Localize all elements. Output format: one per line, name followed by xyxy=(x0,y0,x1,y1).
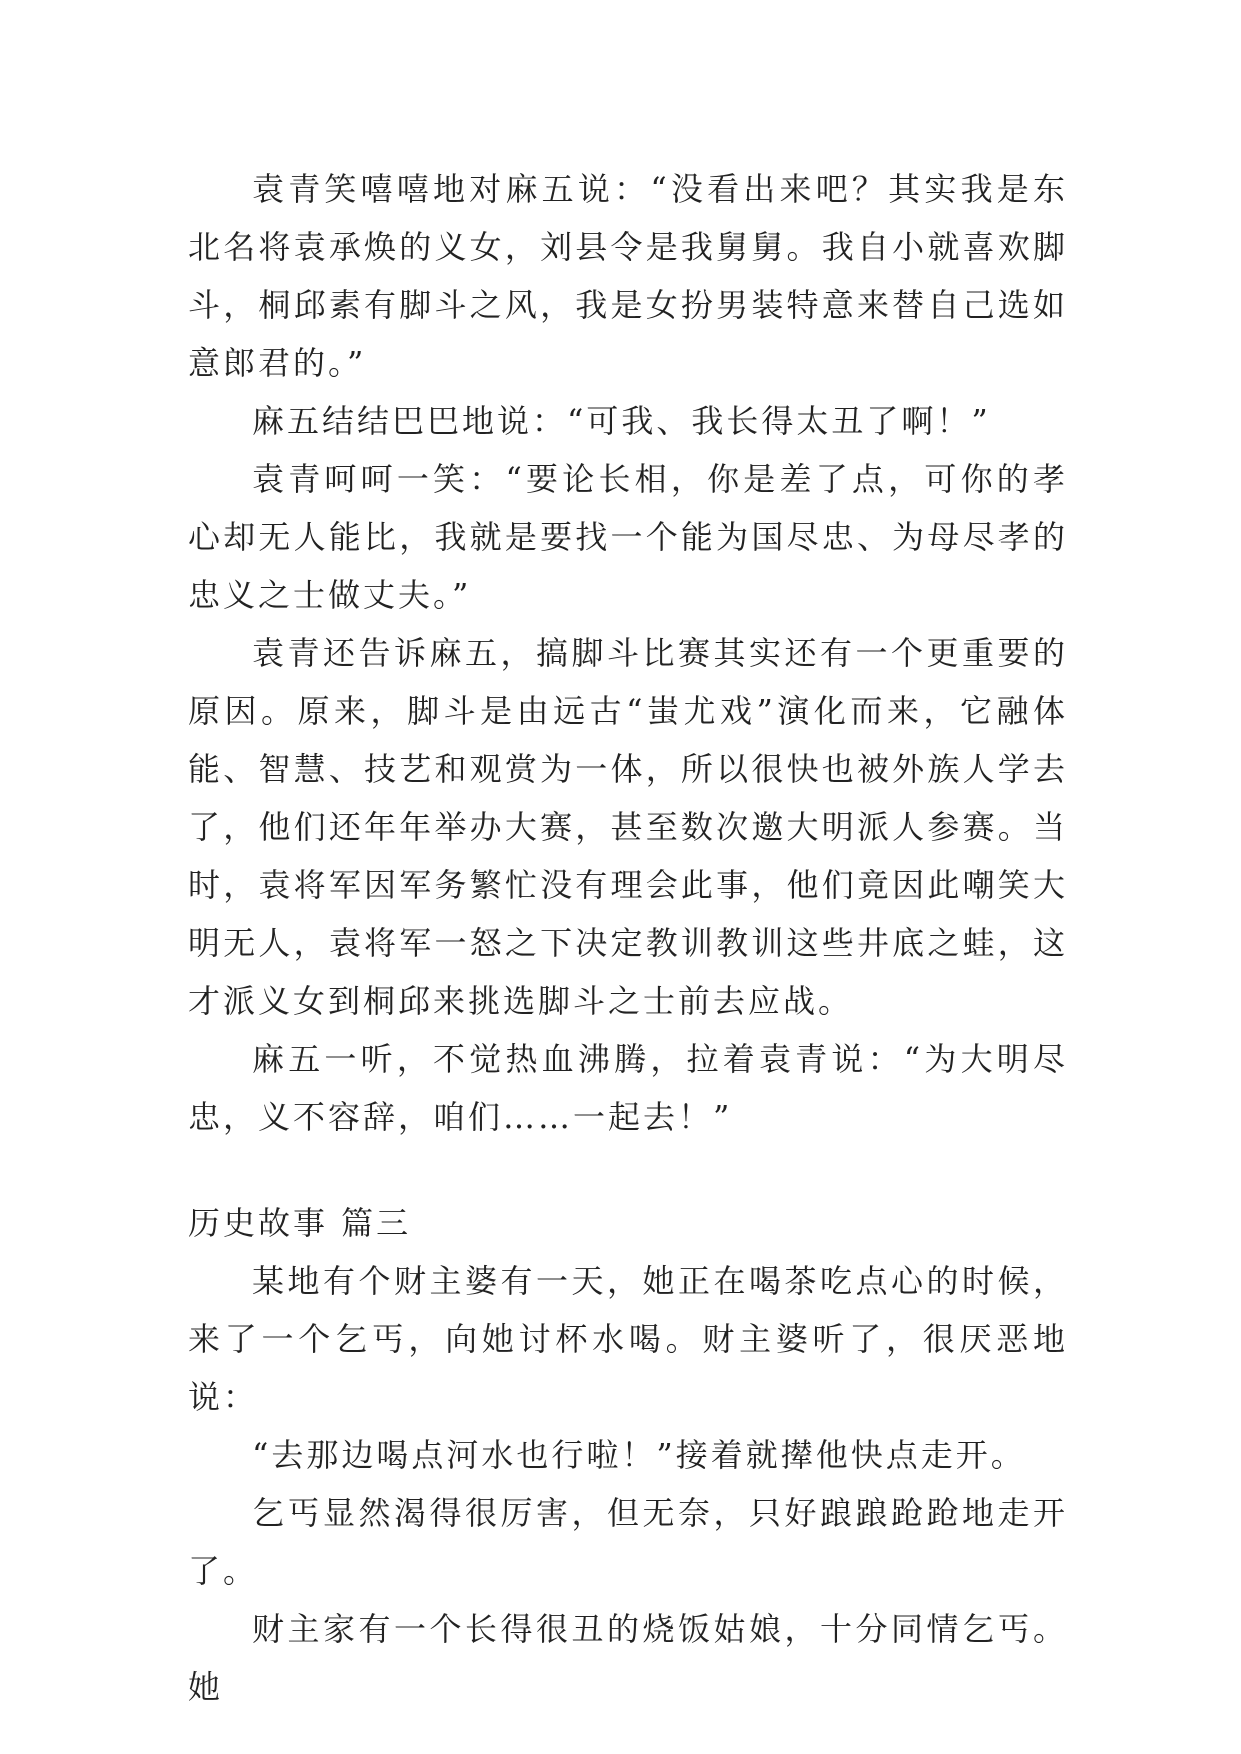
document-body xyxy=(188,160,1068,1716)
paragraph: 麻五一听，不觉热血沸腾，拉着袁青说：“为大明尽忠，义不容辞，咱们……一起去！” xyxy=(188,1040,1068,1136)
paragraph: 某地有个财主婆有一天，她正在喝茶吃点心的时候，来了一个乞丐，向她讨杯水喝。财主婆听了，很厌恶地说： xyxy=(188,1262,1068,1416)
section-heading: 历史故事 篇三 xyxy=(188,1204,412,1242)
paragraph: 袁青呵呵一笑：“要论长相，你是差了点，可你的孝心却无人能比，我就是要找一个能为国尽忠、为母尽孝的忠义之士做丈夫。” xyxy=(188,460,1068,614)
paragraph: 财主家有一个长得很丑的烧饭姑娘，十分同情乞丐。她 xyxy=(188,1610,1068,1706)
paragraph: 麻五结结巴巴地说：“可我、我长得太丑了啊！” xyxy=(252,402,991,440)
paragraph: 袁青笑嘻嘻地对麻五说：“没看出来吧？其实我是东北名将袁承焕的义女，刘县令是我舅舅。我自小就喜欢脚斗，桐邱素有脚斗之风，我是女扮男装特意来替自己选如意郎君的。” xyxy=(188,170,1068,382)
paragraph: “去那边喝点河水也行啦！”接着就撵他快点走开。 xyxy=(252,1436,1026,1474)
paragraph: 袁青还告诉麻五，搞脚斗比赛其实还有一个更重要的原因。原来，脚斗是由远古“蚩尤戏”演化而来，它融体能、智慧、技艺和观赏为一体，所以很快也被外族人学去了，他们还年年举办大赛，甚至数次邀大明派人参赛。当时，袁将军因军务繁忙没有理会此事，他们竟因此嘲笑大明无人，袁将军一怒之下决定教训教训这些井底之蛙，这才派义女到桐邱来挑选脚斗之士前去应战。 xyxy=(188,634,1068,1020)
paragraph: 乞丐显然渴得很厉害，但无奈，只好踉踉跄跄地走开了。 xyxy=(188,1494,1068,1590)
